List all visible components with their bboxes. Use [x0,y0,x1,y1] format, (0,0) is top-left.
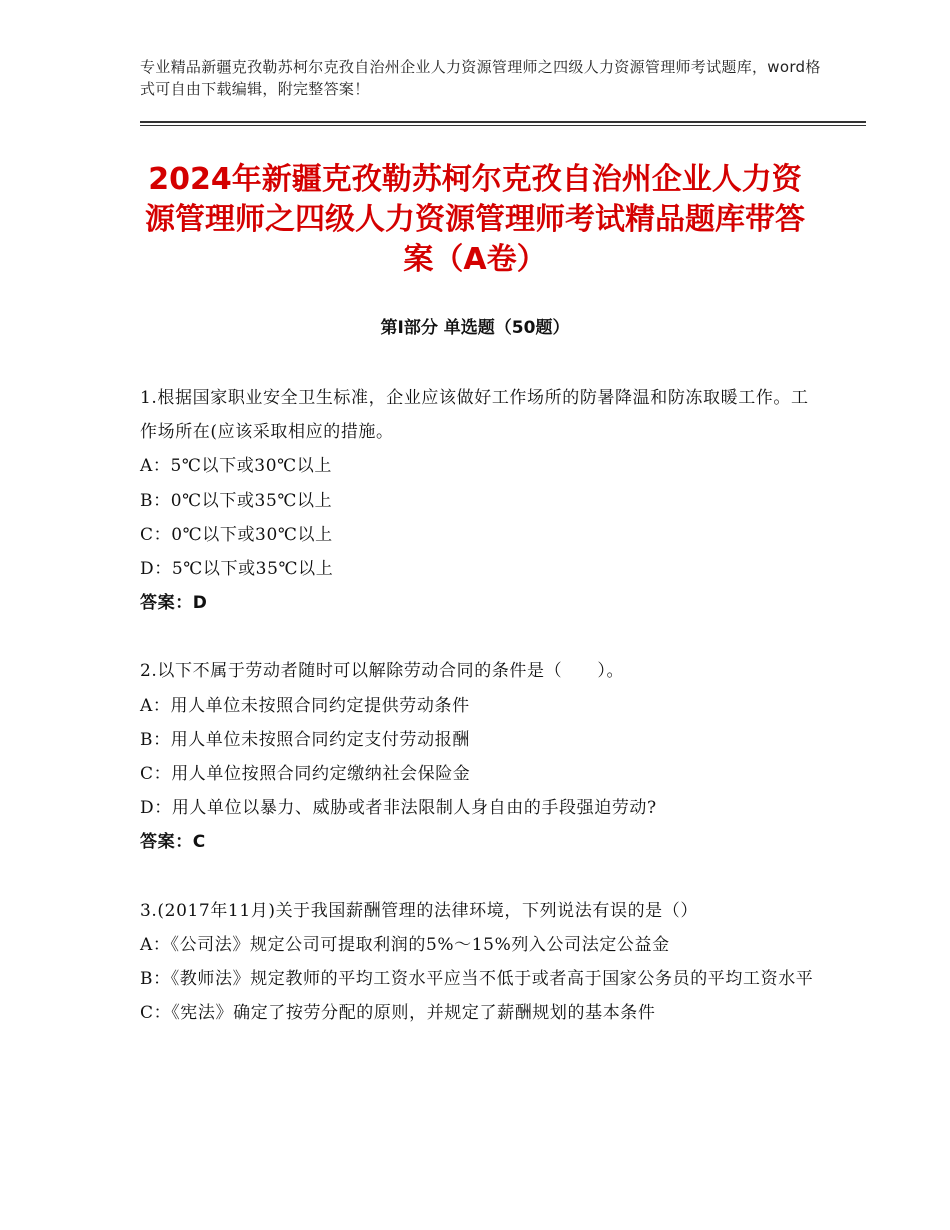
option-d: D：5℃以下或35℃以上 [140,559,334,580]
answer-label: 答案：D [140,593,208,614]
option-a: A：《公司法》规定公司可提取利润的5%～15%列入公司法定公益金 [140,934,670,955]
document-title: 2024年新疆克孜勒苏柯尔克孜自治州企业人力资源管理师之四级人力资源管理师考试精品题库带答案（A卷） [145,162,805,277]
header-divider-thick [140,121,866,123]
option-b: B：用人单位未按照合同约定支付劳动报酬 [140,729,470,750]
option-c: C：用人单位按照合同约定缴纳社会保险金 [140,764,471,785]
option-a: A：5℃以下或30℃以上 [140,456,332,477]
option-b: B：0℃以下或35℃以上 [140,490,333,511]
section-title: 第Ⅰ部分 单选题（50题） [380,318,570,338]
option-c: C：《宪法》确定了按劳分配的原则，并规定了薪酬规划的基本条件 [140,1003,656,1024]
option-b: B：《教师法》规定教师的平均工资水平应当不低于或者高于国家公务员的平均工资水平 [140,969,814,990]
question-1 [140,381,820,620]
option-a: A：用人单位未按照合同约定提供劳动条件 [140,695,470,716]
header-divider-thin [140,125,866,126]
question-2 [140,654,820,859]
question-stem: 2.以下不属于劳动者随时可以解除劳动合同的条件是（ ）。 [140,661,625,682]
option-d: D：用人单位以暴力、威胁或者非法限制人身自由的手段强迫劳动? [140,798,657,819]
question-list [140,381,820,1064]
answer-label: 答案：C [140,832,206,853]
header-note: 专业精品新疆克孜勒苏柯尔克孜自治州企业人力资源管理师之四级人力资源管理师考试题库，word格式可自由下载编辑，附完整答案！ [140,58,821,98]
question-stem: 1.根据国家职业安全卫生标准，企业应该做好工作场所的防暑降温和防冻取暖工作。工作场所在(应该采取相应的措施。 [140,388,809,443]
question-3 [140,894,820,1031]
question-stem: 3.(2017年11月)关于我国薪酬管理的法律环境，下列说法有误的是（） [140,900,698,921]
option-c: C：0℃以下或30℃以上 [140,524,333,545]
